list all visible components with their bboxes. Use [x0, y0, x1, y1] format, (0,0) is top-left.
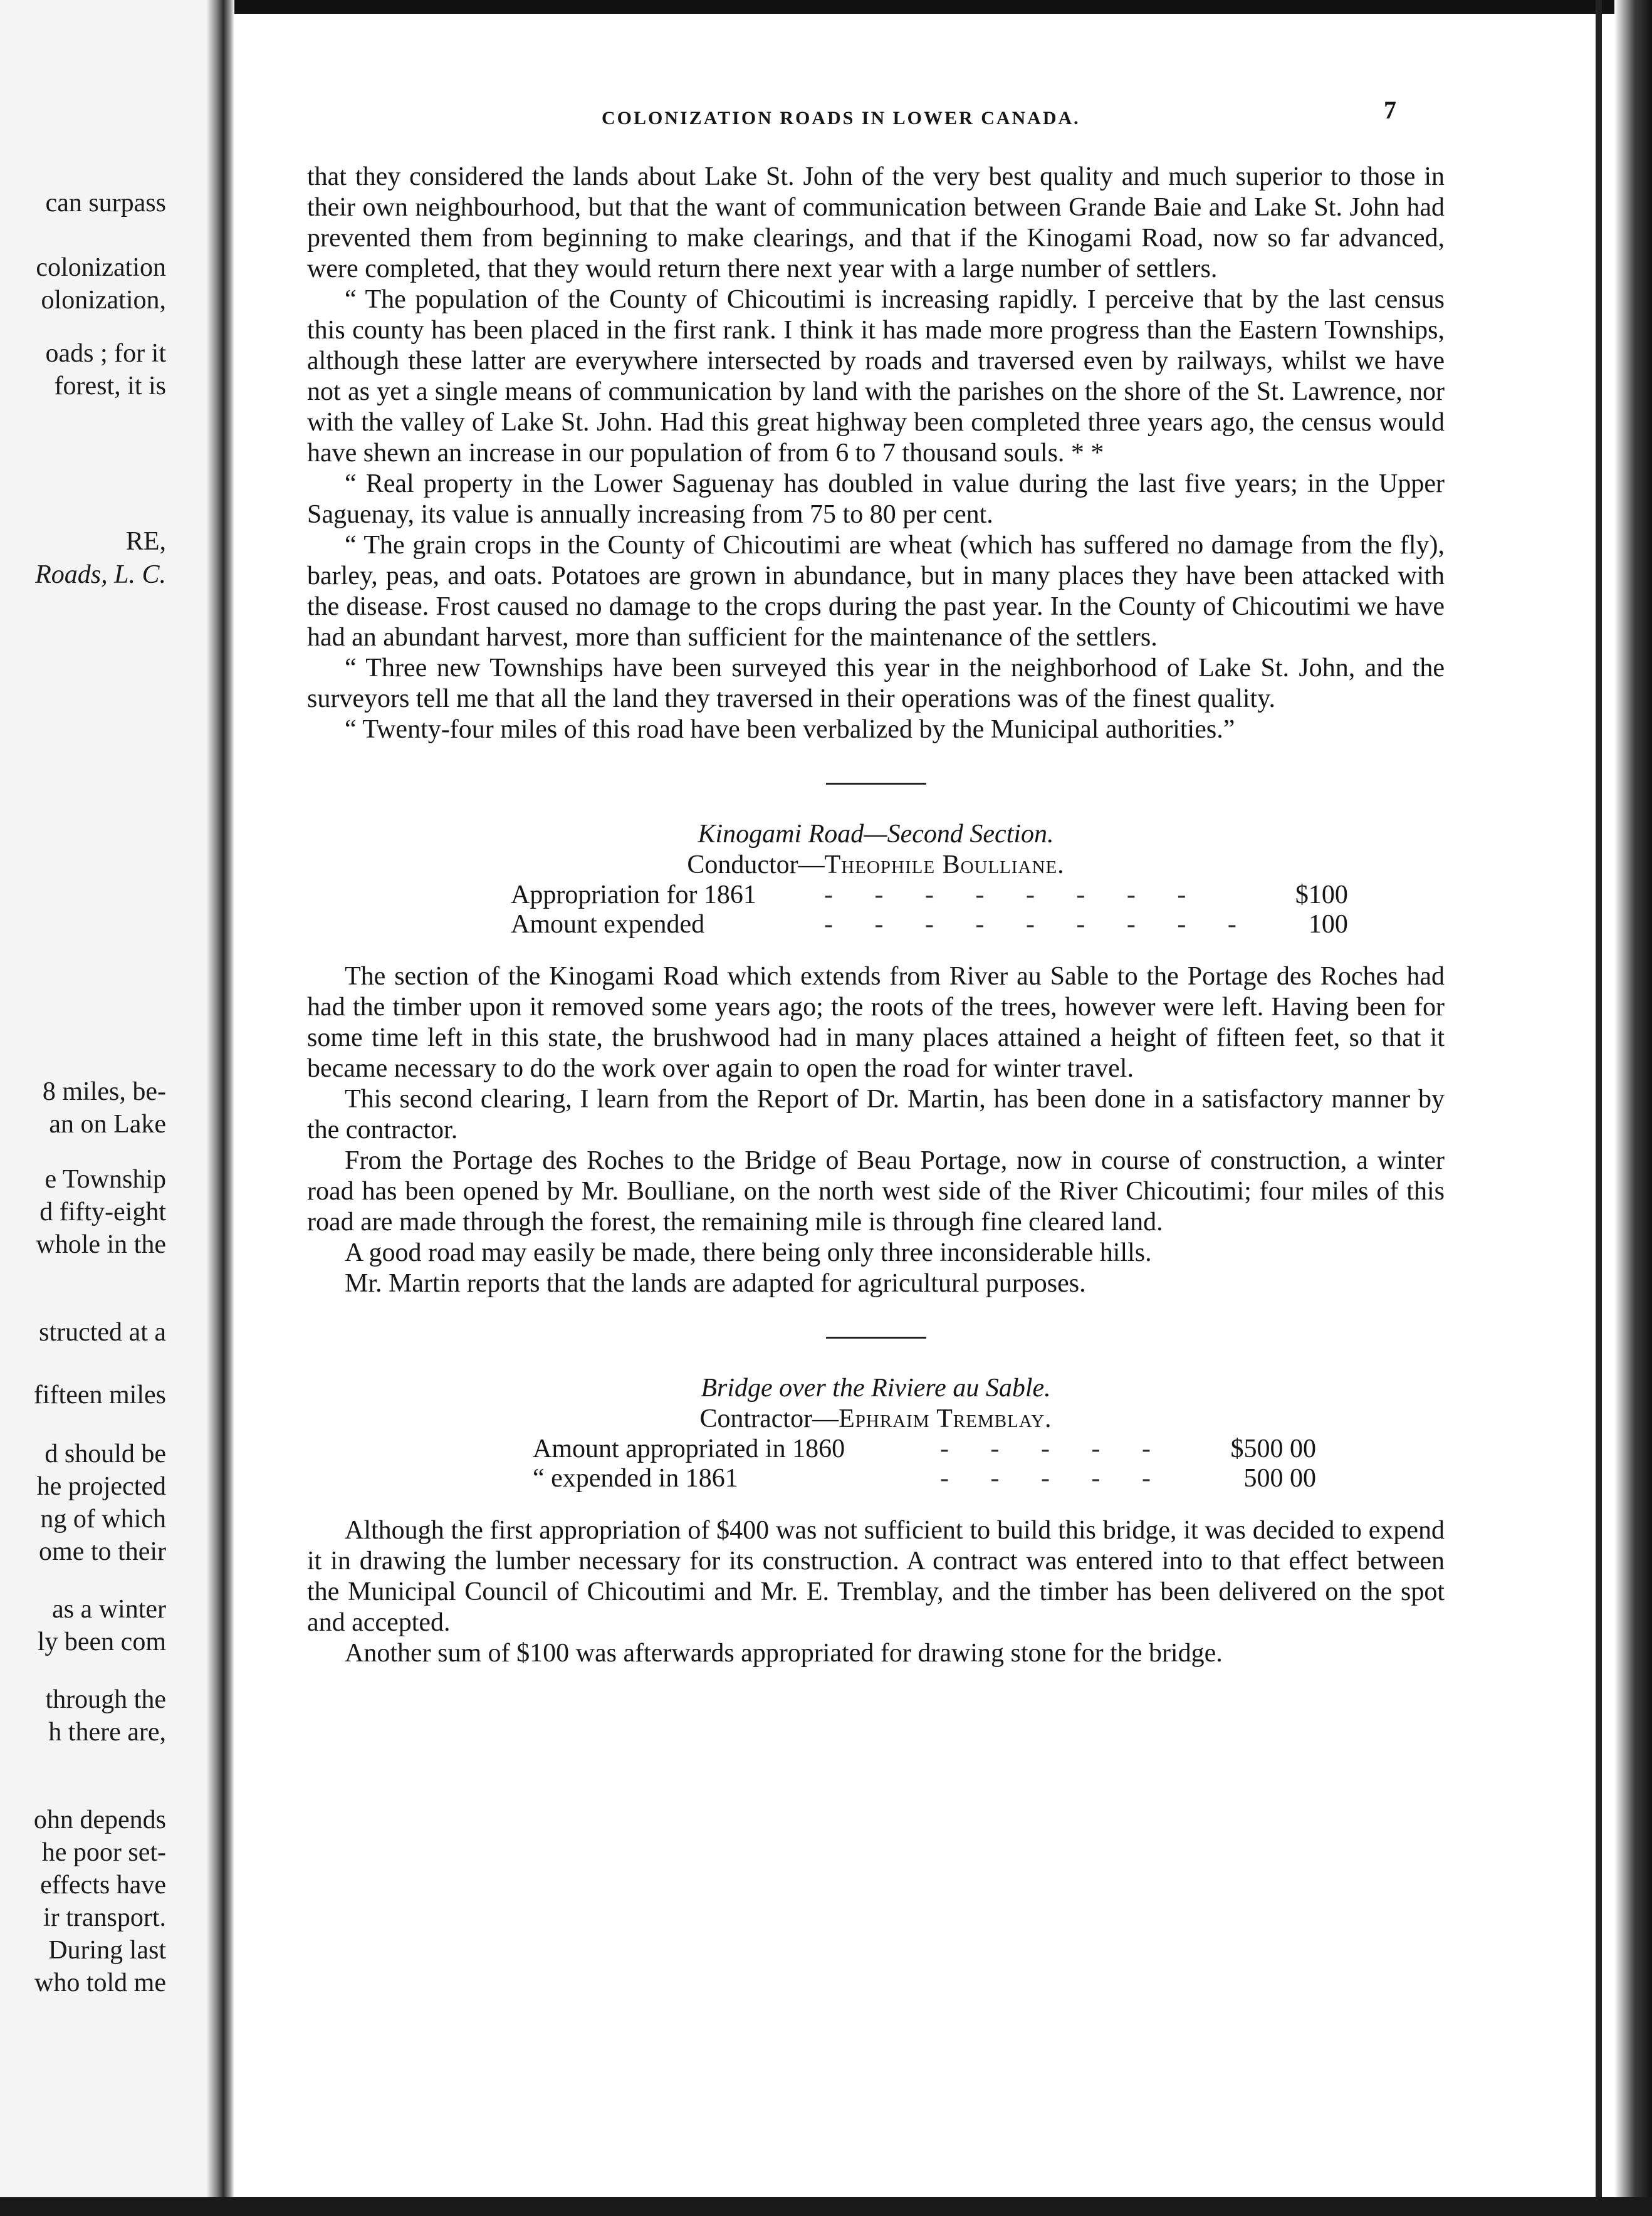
scan-right-edge [1614, 0, 1652, 2216]
scan-top-edge [0, 0, 1652, 14]
facing-page-text: ome to their [39, 1537, 166, 1566]
row-amount: $100 [1295, 881, 1348, 909]
facing-page-text: who told me [34, 1968, 166, 1997]
facing-page-text: forest, it is [54, 372, 166, 400]
bridge-paragraph-1: Although the first appropriation of $400 was not sufficient to build this bridge, it was decided to expend it in drawing the lumber necessary for its construction. A contract was entered into to that effect between the Municipal Council of Chicoutimi and Mr. E. Tremblay, and the timber has been delivered on the spot and accepted. [307, 1516, 1445, 1637]
row-amount: 500 00 [1243, 1464, 1316, 1493]
row-label: “ expended in 1861 [533, 1464, 738, 1493]
table-row [511, 910, 1348, 939]
intro-paragraph-4: “ The grain crops in the County of Chicoutimi are wheat (which has suffered no damage from the fly), barley, peas, and oats. Potatoes are grown in abundance, but in many places they have been attacked with the disease. Frost caused no damage to the crops during the past year. In the County of Chicoutimi we have had an abundant harvest, more than sufficient for the maintenance of the settlers. [307, 531, 1445, 652]
row-amount: $500 00 [1230, 1435, 1316, 1463]
facing-page-text: RE, [125, 527, 166, 556]
facing-page-text: ng of which [40, 1505, 166, 1534]
table-row [533, 1435, 1316, 1464]
facing-page-text: fifteen miles [33, 1381, 166, 1409]
section-divider [826, 1337, 926, 1339]
facing-page-text: he poor set- [41, 1838, 166, 1867]
table-row [533, 1464, 1316, 1493]
facing-page-text: as a winter [52, 1595, 166, 1624]
conductor-line [307, 850, 1445, 881]
section-divider [826, 783, 926, 785]
facing-page-text: effects have [40, 1871, 166, 1900]
leader-dots: - - - - - - - - - [824, 910, 1254, 939]
page-content [307, 162, 1445, 1669]
page-number: 7 [1384, 96, 1396, 124]
section-title-bridge: Bridge over the Riviere au Sable. [701, 1374, 1051, 1403]
person-name: Ephraim Tremblay. [839, 1404, 1052, 1433]
leader-dots: - - - - - [940, 1464, 1168, 1493]
scan-bottom-edge [0, 2197, 1652, 2216]
facing-page-text: whole in the [36, 1230, 166, 1259]
book-gutter [207, 0, 234, 2216]
row-label: Amount expended [511, 910, 705, 939]
appropriation-table-bridge [533, 1435, 1316, 1493]
facing-page-text: colonization [36, 253, 166, 282]
facing-page-text: Roads, L. C. [35, 560, 166, 589]
facing-page-text: During last [48, 1936, 166, 1965]
appropriation-table-kinogami [511, 881, 1348, 939]
facing-page-text: d fifty-eight [39, 1198, 166, 1226]
leader-dots: - - - - - - - - [824, 881, 1204, 909]
role-label: Contractor— [699, 1404, 839, 1433]
intro-paragraph-5: “ Three new Townships have been surveyed this year in the neighborhood of Lake St. John, and the surveyors tell me that all the land they traversed in their operations was of the finest quality. [307, 654, 1445, 713]
row-label: Appropriation for 1861 [511, 881, 756, 909]
facing-page-text: he projected [36, 1472, 166, 1501]
bridge-paragraph-2: Another sum of $100 was afterwards appropriated for drawing stone for the bridge. [345, 1639, 1223, 1668]
person-name: Theophile Boulliane. [824, 850, 1065, 879]
facing-page-text: through the [45, 1685, 166, 1714]
kinogami-paragraph-3: From the Portage des Roches to the Bridge of Beau Portage, now in course of construction, a winter road has been opened by Mr. Boulliane, on the north west side of the River Chicoutimi; four miles of this road are made through the forest, the remaining mile is through fine cleared land. [307, 1146, 1445, 1236]
facing-page-text: h there are, [48, 1718, 166, 1747]
kinogami-paragraph-2: This second clearing, I learn from the Report of Dr. Martin, has been done in a satisfactory manner by the contractor. [307, 1085, 1445, 1144]
table-row [511, 881, 1348, 910]
kinogami-paragraph-5: Mr. Martin reports that the lands are adapted for agricultural purposes. [345, 1269, 1086, 1298]
row-amount: 100 [1308, 910, 1348, 939]
facing-page-text: structed at a [39, 1318, 166, 1347]
intro-paragraph-1: that they considered the lands about Lake St. John of the very best quality and much superior to those in their own neighbourhood, but that the want of communication between Grande Baie and Lake St. John had prevented them from beginning to make clearings, and that if the Kinogami Road, now so far advanced, were completed, that they would return there next year with a large number of settlers. [307, 162, 1445, 283]
section-title-kinogami: Kinogami Road—Second Section. [698, 820, 1054, 849]
facing-page-text: ly been com [37, 1628, 166, 1656]
intro-paragraph-3: “ Real property in the Lower Saguenay has doubled in value during the last five years; in the Upper Saguenay, its value is annually increasing from 75 to 80 per cent. [307, 469, 1445, 529]
scan-right-line [1596, 0, 1602, 2216]
facing-page-fragment [0, 0, 222, 2216]
facing-page-text: e Township [44, 1165, 166, 1194]
row-label: Amount appropriated in 1860 [533, 1435, 845, 1463]
facing-page-text: olonization, [41, 286, 166, 315]
facing-page-text: ir transport. [43, 1903, 166, 1932]
kinogami-paragraph-1: The section of the Kinogami Road which extends from River au Sable to the Portage des Roches had had the timber upon it removed some years ago; the roots of the trees, however were left. Having been for some time left in this state, the brushwood had in many places attained a height of fifteen feet, so that it became necessary to do the work over again to open the road for winter travel. [307, 962, 1445, 1083]
kinogami-paragraph-4: A good road may easily be made, there being only three inconsiderable hills. [345, 1238, 1152, 1267]
facing-page-text: oads ; for it [45, 339, 166, 368]
intro-paragraph-6: “ Twenty-four miles of this road have been verbalized by the Municipal authorities.” [345, 715, 1235, 744]
contractor-line [307, 1404, 1445, 1435]
running-head: COLONIZATION ROADS IN LOWER CANADA. [602, 108, 1080, 128]
facing-page-text: ohn depends [33, 1806, 166, 1834]
facing-page-text: d should be [44, 1440, 166, 1468]
facing-page-text: an on Lake [49, 1110, 166, 1139]
role-label: Conductor— [687, 850, 825, 879]
facing-page-text: 8 miles, be- [42, 1077, 166, 1106]
leader-dots: - - - - - [940, 1435, 1168, 1463]
intro-paragraph-2: “ The population of the County of Chicoutimi is increasing rapidly. I perceive that by the last census this county has been placed in the first rank. I think it has made more progress than the Eastern Townships, although these latter are everywhere intersected by roads and traversed even by railways, whilst we have not as yet a single means of communication by land with the parishes on the shore of the St. Lawrence, nor with the valley of Lake St. John. Had this great highway been completed three years ago, the census would have shewn an increase in our population of from 6 to 7 thousand souls. * * [307, 285, 1445, 468]
facing-page-text: can surpass [45, 189, 166, 217]
